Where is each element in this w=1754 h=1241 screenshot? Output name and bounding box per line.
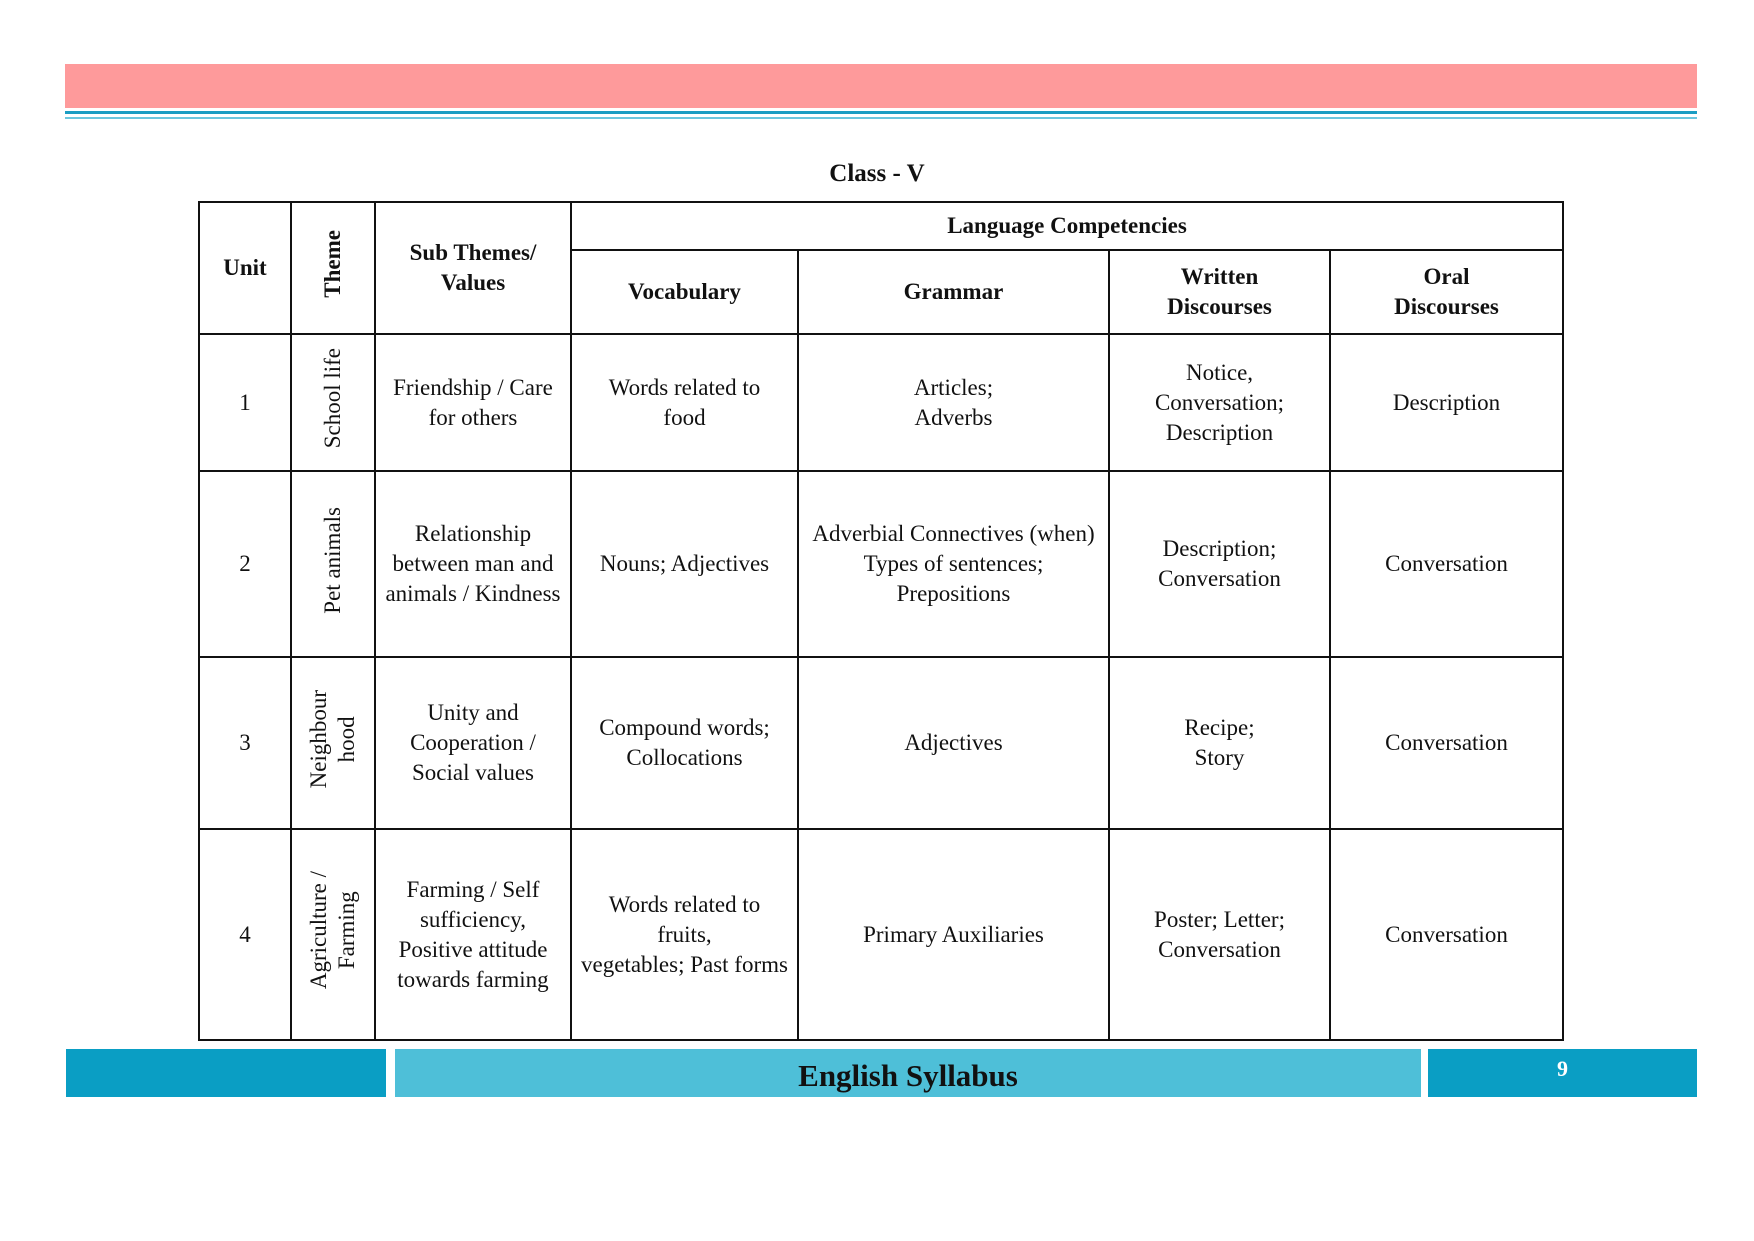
theme-label: Neighbour hood xyxy=(306,689,359,789)
header-rule xyxy=(65,111,1697,114)
oral-discourse-cell: Description xyxy=(1330,334,1563,471)
theme-cell xyxy=(291,471,375,657)
table-row xyxy=(199,471,1563,657)
grammar-cell: Articles; Adverbs xyxy=(798,334,1109,471)
header-unit: Unit xyxy=(199,202,291,334)
unit-cell: 3 xyxy=(199,657,291,829)
theme-cell xyxy=(291,334,375,471)
sub-theme-cell: Farming / Self sufficiency, Positive attitude towards farming xyxy=(375,829,571,1040)
oral-discourse-cell: Conversation xyxy=(1330,471,1563,657)
sub-theme-cell: Unity and Cooperation / Social values xyxy=(375,657,571,829)
header-theme-label: Theme xyxy=(320,230,345,298)
syllabus-table xyxy=(198,201,1564,1041)
written-discourse-cell: Description; Conversation xyxy=(1109,471,1330,657)
table-row xyxy=(199,334,1563,471)
theme-cell xyxy=(291,829,375,1040)
header-band xyxy=(65,64,1697,108)
theme-cell xyxy=(291,657,375,829)
header-written-discourses: Written Discourses xyxy=(1109,250,1330,334)
header-oral-discourses: Oral Discourses xyxy=(1330,250,1563,334)
grammar-cell: Adjectives xyxy=(798,657,1109,829)
header-grammar: Grammar xyxy=(798,250,1109,334)
theme-label: School life xyxy=(320,348,345,449)
written-discourse-cell: Poster; Letter; Conversation xyxy=(1109,829,1330,1040)
oral-discourse-cell: Conversation xyxy=(1330,657,1563,829)
sub-theme-cell: Friendship / Care for others xyxy=(375,334,571,471)
unit-cell: 4 xyxy=(199,829,291,1040)
table-row xyxy=(199,657,1563,829)
vocabulary-cell: Words related to food xyxy=(571,334,798,471)
grammar-cell: Primary Auxiliaries xyxy=(798,829,1109,1040)
header-sub-themes: Sub Themes/ Values xyxy=(375,202,571,334)
header-vocabulary: Vocabulary xyxy=(571,250,798,334)
header-language-competencies: Language Competencies xyxy=(571,202,1563,250)
vocabulary-cell: Words related to fruits, vegetables; Past forms xyxy=(571,829,798,1040)
theme-label: Agriculture / Farming xyxy=(306,871,359,990)
theme-label: Pet animals xyxy=(320,506,345,614)
vocabulary-cell: Nouns; Adjectives xyxy=(571,471,798,657)
vocabulary-cell: Compound words; Collocations xyxy=(571,657,798,829)
page-title: Class - V xyxy=(829,160,925,187)
unit-cell: 2 xyxy=(199,471,291,657)
page-number: 9 xyxy=(1428,1049,1697,1097)
table-row xyxy=(199,829,1563,1040)
sub-theme-cell: Relationship between man and animals / Kindness xyxy=(375,471,571,657)
header-rule-thin xyxy=(65,117,1697,119)
footer-left-band xyxy=(66,1049,386,1097)
header-theme xyxy=(291,202,375,334)
footer-title: English Syllabus xyxy=(395,1049,1421,1097)
written-discourse-cell: Notice, Conversation; Description xyxy=(1109,334,1330,471)
grammar-cell: Adverbial Connectives (when) Types of sentences; Prepositions xyxy=(798,471,1109,657)
unit-cell: 1 xyxy=(199,334,291,471)
oral-discourse-cell: Conversation xyxy=(1330,829,1563,1040)
written-discourse-cell: Recipe; Story xyxy=(1109,657,1330,829)
